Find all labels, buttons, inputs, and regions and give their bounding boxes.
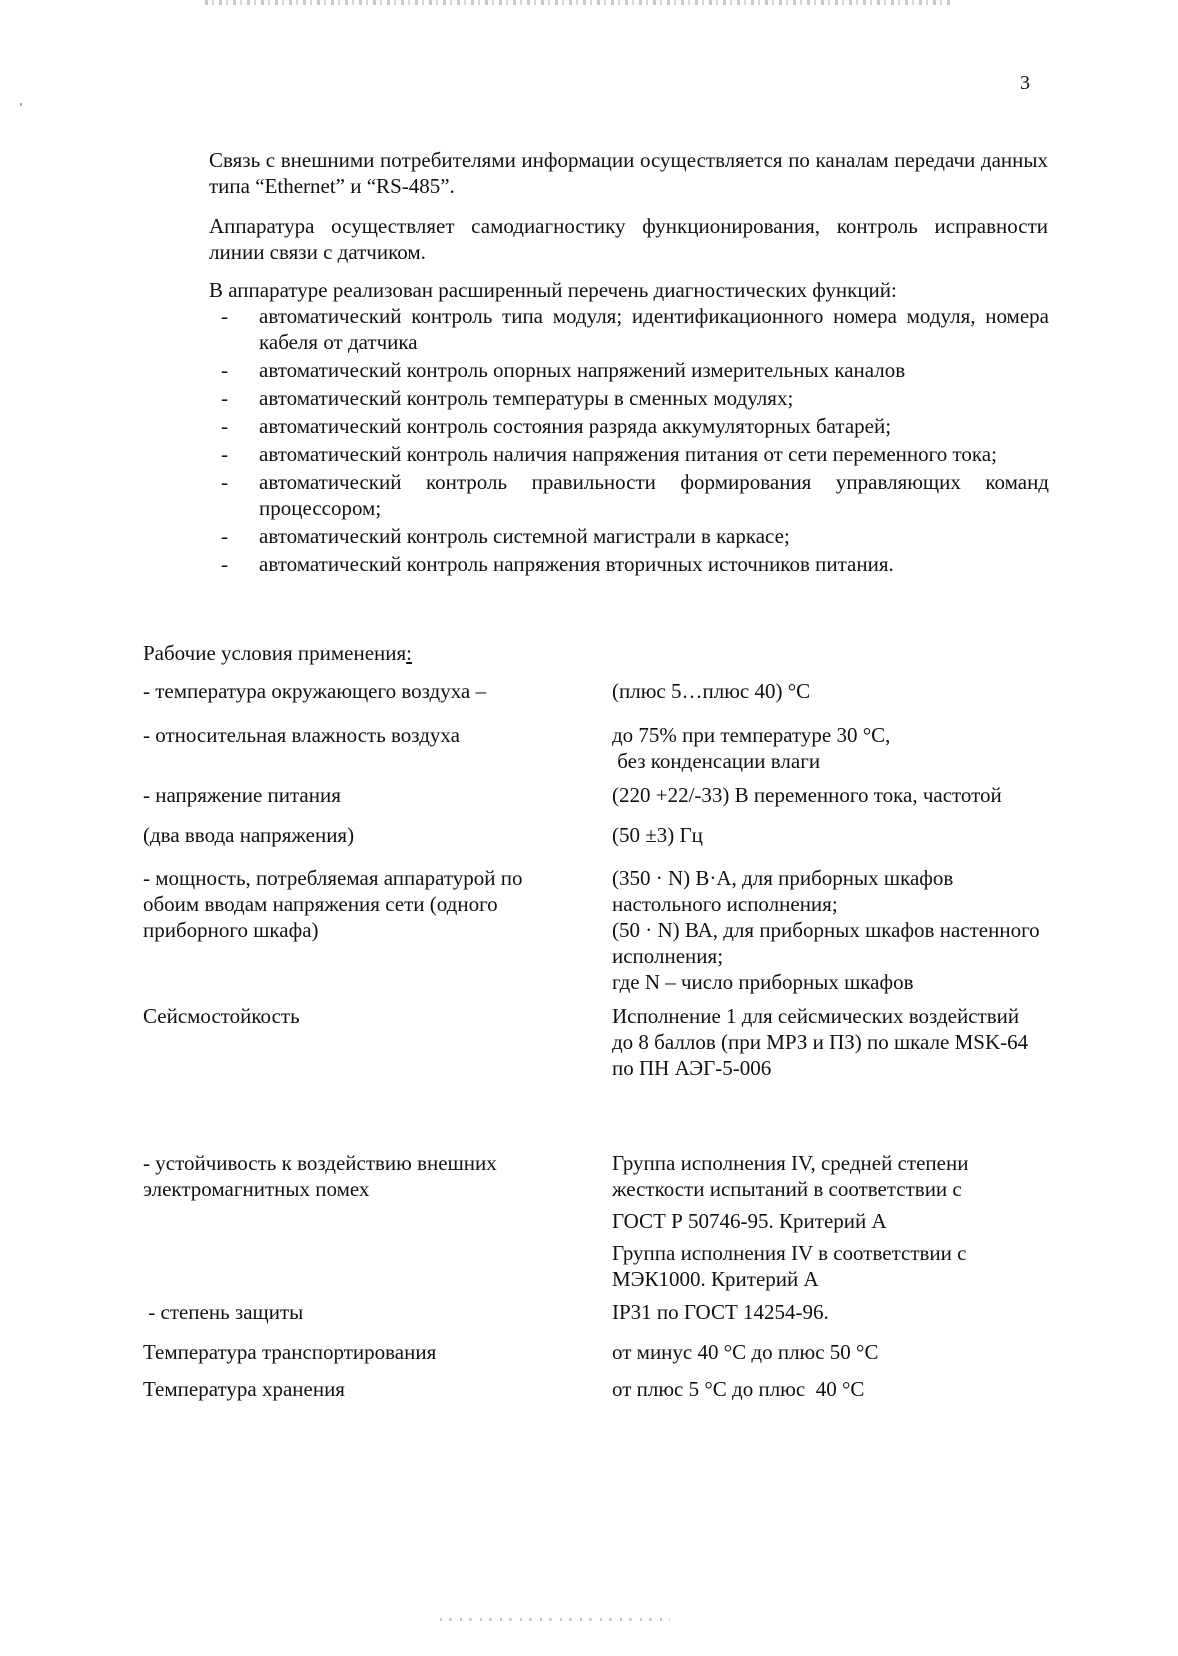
bullet-dash: - bbox=[221, 524, 228, 548]
list-item bbox=[209, 469, 1049, 521]
spec-value-line: от минус 40 °С до плюс 50 °С bbox=[612, 1340, 879, 1364]
spec-label: (два ввода напряжения) bbox=[143, 823, 355, 847]
spec-label: Сейсмостойкость bbox=[143, 1004, 300, 1028]
scan-artifact-bottom bbox=[440, 1618, 670, 1621]
spec-value-line: IP31 по ГОСТ 14254-96. bbox=[612, 1300, 829, 1324]
diagnostics-list bbox=[209, 303, 1049, 579]
spec-value bbox=[612, 865, 1057, 995]
spec-value-line: до 75% при температуре 30 °С, bbox=[612, 723, 891, 747]
list-item bbox=[209, 413, 1049, 439]
list-item-text: автоматический контроль температуры в сменных модулях; bbox=[259, 386, 794, 410]
bullet-dash: - bbox=[221, 304, 228, 328]
spec-value bbox=[612, 1299, 1072, 1325]
list-item-text: автоматический контроль опорных напряжений измерительных каналов bbox=[259, 358, 906, 382]
section-title-text: Рабочие условия применения bbox=[143, 641, 407, 665]
spec-value-line: ГОСТ Р 50746-95. Критерий А bbox=[612, 1209, 887, 1233]
list-item bbox=[209, 551, 1049, 577]
list-item bbox=[209, 523, 1049, 549]
section-title-colon: : bbox=[406, 641, 412, 665]
paragraph-diagnostics-intro: В аппаратуре реализован расширенный перечень диагностических функций: bbox=[209, 278, 897, 302]
spec-value-line: (плюс 5…плюс 40) °С bbox=[612, 679, 811, 703]
section-title-operating-conditions bbox=[143, 640, 412, 666]
spec-value bbox=[612, 1003, 1042, 1081]
spec-label: Температура транспортирования bbox=[143, 1340, 437, 1364]
bullet-dash: - bbox=[221, 552, 228, 576]
list-item-text: автоматический контроль состояния разряда аккумуляторных батарей; bbox=[259, 414, 892, 438]
list-item bbox=[209, 357, 1049, 383]
spec-value bbox=[612, 1339, 1072, 1365]
paragraph-communication bbox=[143, 147, 1048, 199]
list-item-text: автоматический контроль наличия напряжения питания от сети переменного тока; bbox=[259, 442, 997, 466]
list-item-text: автоматический контроль напряжения вторичных источников питания. bbox=[259, 552, 894, 576]
bullet-dash: - bbox=[221, 470, 228, 494]
spec-value-line: Исполнение 1 для сейсмических воздействий до 8 баллов (при МРЗ и ПЗ) по шкале MSK-64 по ПН АЭГ-5-006 bbox=[612, 1004, 1029, 1080]
spec-value-line: Группа исполнения IV в соответствии с МЭК1000. Критерий А bbox=[612, 1241, 967, 1291]
list-item bbox=[209, 441, 1049, 467]
spec-value-line: (50 · N) ВА, для приборных шкафов настенного исполнения; bbox=[612, 918, 1040, 968]
spec-value bbox=[612, 782, 1092, 808]
spec-value bbox=[612, 1376, 1072, 1402]
spec-value-line: от плюс 5 °С до плюс 40 °С bbox=[612, 1377, 865, 1401]
spec-label: - температура окружающего воздуха – bbox=[143, 679, 487, 703]
spec-value-line: (50 ±3) Гц bbox=[612, 823, 703, 847]
spec-label: - устойчивость к воздействию внешних электромагнитных помех bbox=[143, 1151, 497, 1201]
list-item-text: автоматический контроль системной магистрали в каркасе; bbox=[259, 524, 790, 548]
scan-speck bbox=[20, 103, 22, 106]
spec-value bbox=[612, 722, 1072, 774]
spec-label: Температура хранения bbox=[143, 1377, 345, 1401]
bullet-dash: - bbox=[221, 358, 228, 382]
spec-label: - напряжение питания bbox=[143, 783, 341, 807]
paragraph-self-diagnostics bbox=[143, 213, 1048, 265]
spec-label: - относительная влажность воздуха bbox=[143, 723, 460, 747]
paragraph-text: Аппаратура осуществляет самодиагностику функционирования, контроль исправности линии связи с датчиком. bbox=[209, 214, 1048, 264]
list-item bbox=[209, 385, 1049, 411]
spec-value-line: где N – число приборных шкафов bbox=[612, 970, 914, 994]
paragraph-text: Связь с внешними потребителями информации осуществляется по каналам передачи данных типа “Ethernet” и “RS-485”. bbox=[209, 148, 1048, 198]
spec-label: - мощность, потребляемая аппаратурой по обоим вводам напряжения сети (одного приборного шкафа) bbox=[143, 866, 523, 942]
list-item-text: автоматический контроль правильности формирования управляющих команд процессором; bbox=[259, 470, 1049, 520]
spec-value bbox=[612, 822, 1072, 848]
spec-value bbox=[612, 678, 1072, 704]
page-number: 3 bbox=[1020, 72, 1030, 94]
spec-value-line: (220 +22/-33) В переменного тока, частотой bbox=[612, 783, 1002, 807]
bullet-dash: - bbox=[221, 442, 228, 466]
scan-artifact-top bbox=[205, 0, 950, 5]
spec-label: - степень защиты bbox=[143, 1300, 304, 1324]
spec-value-line: (350 · N) В·А, для приборных шкафов настольного исполнения; bbox=[612, 866, 954, 916]
spec-value bbox=[612, 1150, 1032, 1292]
list-item bbox=[209, 303, 1049, 355]
spec-value-line: без конденсации влаги bbox=[612, 749, 821, 773]
bullet-dash: - bbox=[221, 414, 228, 438]
spec-value-line: Группа исполнения IV, средней степени жесткости испытаний в соответствии с bbox=[612, 1151, 969, 1201]
bullet-dash: - bbox=[221, 386, 228, 410]
list-item-text: автоматический контроль типа модуля; идентификационного номера модуля, номера кабеля от датчика bbox=[259, 304, 1049, 354]
